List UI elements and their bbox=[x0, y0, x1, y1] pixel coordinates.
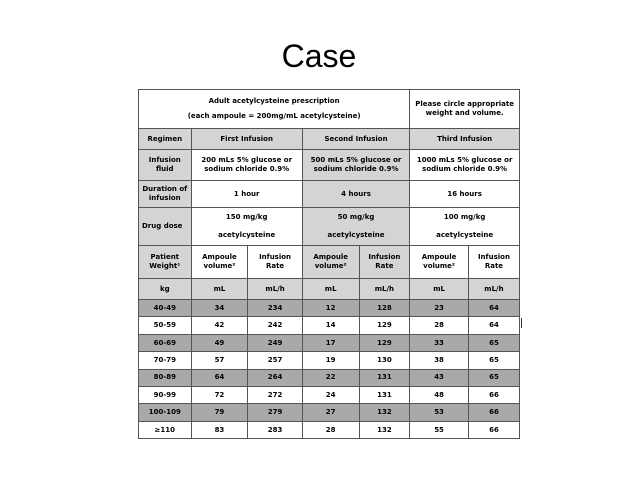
drug-dose-label: Drug dose bbox=[139, 208, 192, 246]
value-cell: 12 bbox=[302, 300, 359, 317]
value-cell: 28 bbox=[410, 317, 469, 334]
value-cell: 83 bbox=[191, 421, 248, 438]
value-cell: 283 bbox=[248, 421, 302, 438]
weight-range-cell: 90-99 bbox=[139, 386, 192, 403]
unit-cell: mL/h bbox=[359, 279, 410, 300]
value-cell: 132 bbox=[359, 421, 410, 438]
first-infusion-header: First Infusion bbox=[191, 129, 302, 150]
second-infusion-dose-cell bbox=[302, 208, 409, 246]
value-cell: 79 bbox=[191, 404, 248, 421]
second-infusion-header: Second Infusion bbox=[302, 129, 409, 150]
first-ampoule-header: Ampoule volume² bbox=[191, 246, 248, 279]
value-cell: 130 bbox=[359, 352, 410, 369]
value-cell: 65 bbox=[468, 352, 519, 369]
unit-cell: mL/h bbox=[468, 279, 519, 300]
value-cell: 22 bbox=[302, 369, 359, 386]
value-cell: 66 bbox=[468, 421, 519, 438]
second-infusion-duration: 4 hours bbox=[302, 181, 409, 208]
first-infusion-dose: 150 mg/kg bbox=[225, 213, 268, 222]
value-cell: 257 bbox=[248, 352, 302, 369]
first-infusion-dose-cell bbox=[191, 208, 302, 246]
value-cell: 132 bbox=[359, 404, 410, 421]
acetylcysteine-prescription-table bbox=[138, 89, 520, 439]
weight-range-cell: 100-109 bbox=[139, 404, 192, 421]
value-cell: 64 bbox=[468, 300, 519, 317]
weight-rows bbox=[139, 300, 520, 439]
third-infusion-dose: 100 mg/kg bbox=[443, 213, 486, 222]
value-cell: 24 bbox=[302, 386, 359, 403]
value-cell: 249 bbox=[248, 334, 302, 351]
table-edge-mark bbox=[521, 318, 522, 328]
unit-cell: mL bbox=[302, 279, 359, 300]
second-rate-header: Infusion Rate bbox=[359, 246, 410, 279]
first-rate-header: Infusion Rate bbox=[248, 246, 302, 279]
second-ampoule-header: Ampoule volume² bbox=[302, 246, 359, 279]
value-cell: 17 bbox=[302, 334, 359, 351]
value-cell: 65 bbox=[468, 334, 519, 351]
value-cell: 28 bbox=[302, 421, 359, 438]
value-cell: 234 bbox=[248, 300, 302, 317]
weight-range-cell: 60-69 bbox=[139, 334, 192, 351]
table-row bbox=[139, 334, 520, 351]
second-infusion-fluid: 500 mLs 5% glucose or sodium chloride 0.9% bbox=[302, 150, 409, 181]
second-infusion-dose: 50 mg/kg bbox=[337, 213, 375, 222]
third-ampoule-header: Ampoule volume² bbox=[410, 246, 469, 279]
value-cell: 19 bbox=[302, 352, 359, 369]
first-infusion-fluid: 200 mLs 5% glucose or sodium chloride 0.9% bbox=[191, 150, 302, 181]
unit-cell: kg bbox=[139, 279, 192, 300]
value-cell: 64 bbox=[191, 369, 248, 386]
table-row bbox=[139, 404, 520, 421]
slide-title: Case bbox=[281, 38, 357, 74]
prescription-subtitle: (each ampoule = 200mg/mL acetylcysteine) bbox=[187, 112, 361, 120]
weight-range-cell: ≥110 bbox=[139, 421, 192, 438]
third-infusion-fluid: 1000 mLs 5% glucose or sodium chloride 0.9% bbox=[410, 150, 520, 181]
value-cell: 131 bbox=[359, 369, 410, 386]
duration-label: Duration of infusion bbox=[139, 181, 192, 208]
third-infusion-duration: 16 hours bbox=[410, 181, 520, 208]
value-cell: 57 bbox=[191, 352, 248, 369]
unit-cell: mL bbox=[410, 279, 469, 300]
value-cell: 65 bbox=[468, 369, 519, 386]
infusion-fluid-label: Infusion fluid bbox=[139, 150, 192, 181]
patient-weight-header: Patient Weight¹ bbox=[139, 246, 192, 279]
value-cell: 279 bbox=[248, 404, 302, 421]
value-cell: 264 bbox=[248, 369, 302, 386]
value-cell: 129 bbox=[359, 317, 410, 334]
value-cell: 66 bbox=[468, 404, 519, 421]
value-cell: 64 bbox=[468, 317, 519, 334]
value-cell: 43 bbox=[410, 369, 469, 386]
value-cell: 72 bbox=[191, 386, 248, 403]
regimen-label: Regimen bbox=[139, 129, 192, 150]
value-cell: 53 bbox=[410, 404, 469, 421]
circle-note: Please circle appropriate weight and volume. bbox=[410, 90, 520, 129]
table-row bbox=[139, 317, 520, 334]
second-infusion-drug: acetylcysteine bbox=[327, 231, 385, 239]
value-cell: 131 bbox=[359, 386, 410, 403]
prescription-header-cell bbox=[139, 90, 410, 129]
weight-range-cell: 70-79 bbox=[139, 352, 192, 369]
value-cell: 272 bbox=[248, 386, 302, 403]
first-infusion-duration: 1 hour bbox=[191, 181, 302, 208]
unit-cell: mL/h bbox=[248, 279, 302, 300]
value-cell: 42 bbox=[191, 317, 248, 334]
value-cell: 129 bbox=[359, 334, 410, 351]
table-row bbox=[139, 369, 520, 386]
third-infusion-dose-cell bbox=[410, 208, 520, 246]
table-row bbox=[139, 300, 520, 317]
weight-range-cell: 50-59 bbox=[139, 317, 192, 334]
value-cell: 48 bbox=[410, 386, 469, 403]
value-cell: 66 bbox=[468, 386, 519, 403]
first-infusion-drug: acetylcysteine bbox=[218, 231, 276, 239]
weight-range-cell: 40-49 bbox=[139, 300, 192, 317]
value-cell: 55 bbox=[410, 421, 469, 438]
prescription-title: Adult acetylcysteine prescription bbox=[208, 97, 340, 106]
table-row bbox=[139, 421, 520, 438]
value-cell: 14 bbox=[302, 317, 359, 334]
third-infusion-drug: acetylcysteine bbox=[436, 231, 494, 239]
value-cell: 128 bbox=[359, 300, 410, 317]
value-cell: 23 bbox=[410, 300, 469, 317]
table-row bbox=[139, 352, 520, 369]
value-cell: 27 bbox=[302, 404, 359, 421]
value-cell: 38 bbox=[410, 352, 469, 369]
unit-cell: mL bbox=[191, 279, 248, 300]
value-cell: 34 bbox=[191, 300, 248, 317]
weight-range-cell: 80-89 bbox=[139, 369, 192, 386]
value-cell: 33 bbox=[410, 334, 469, 351]
third-infusion-header: Third Infusion bbox=[410, 129, 520, 150]
table-row bbox=[139, 386, 520, 403]
value-cell: 49 bbox=[191, 334, 248, 351]
value-cell: 242 bbox=[248, 317, 302, 334]
third-rate-header: Infusion Rate bbox=[468, 246, 519, 279]
